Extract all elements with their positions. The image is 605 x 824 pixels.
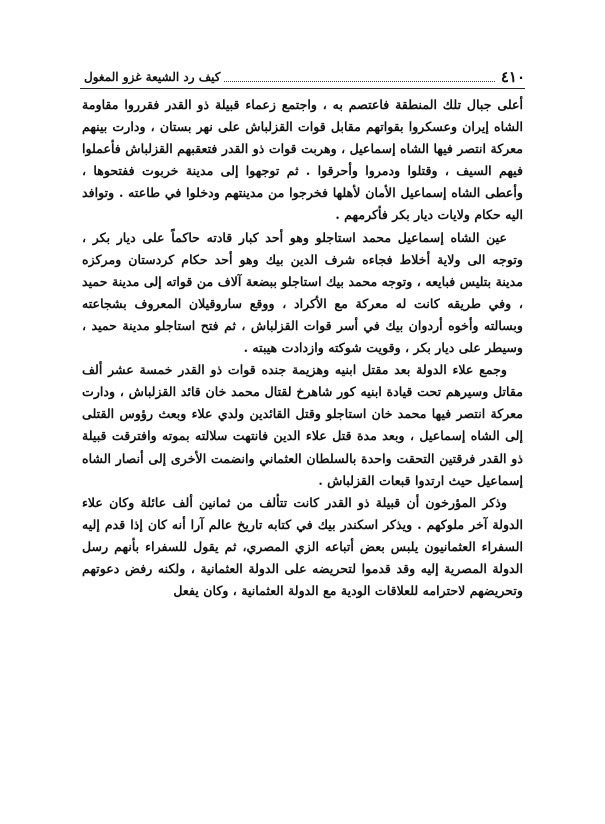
paragraph: وذكر المؤرخون أن قبيلة ذو القدر كانت تتألف من ثمانين ألف عائلة وكان علاء الدولة آخر ملوكهم . ويذكر اسكندر بيك في كتابه تاريخ عالم آرا أنه كان إذا قدم إليه السفراء العثمانيون يلبس بعض أتباعه الزي المصري، ثم يقول للسفراء بأنهم رسل الدولة المصرية إليه وقد قدموا لتحريضه على الدولة العثمانية ، ولكنه رفض دعوتهم وتحريضهم لاحترامه للعلاقات الودية مع الدولة العثمانية ، وكان يفعل bbox=[82, 494, 523, 599]
paragraph: وجمع علاء الدولة بعد مقتل ابنيه وهزيمة جنده قوات ذو القدر خمسة عشر ألف مقاتل وسيرهم تحت قيادة ابنيه كور شاهرخ لقتال محمد خان قائد القزلباش ، ودارت معركة انتصر فيها محمد خان استاجلو وقتل القائدين ولدي علاء وبعث رؤوس القتلى إلى الشاه إسماعيل ، وبعد مدة قتل علاء الدين فانتهت سلالته بموته وافترقت قبيلة ذو القدر فرقتين التحقت واحدة بالسلطان العثماني وانضمت الأخرى إلى أنصار الشاه إسماعيل حيث ارتدوا قبعات القزلباش . bbox=[82, 362, 523, 488]
header-leader-dots bbox=[224, 69, 494, 82]
header-rule bbox=[80, 88, 525, 89]
body-text bbox=[82, 94, 523, 602]
running-header bbox=[80, 64, 525, 86]
chapter-title: كيف رد الشيعة غزو المغول bbox=[84, 70, 221, 84]
paragraph-continuation: أعلى جبال تلك المنطقة فاعتصم به ، واجتمع زعماء قبيلة ذو القدر فقرروا مقاومة الشاه إيران وعسكروا بقواتهم مقابل قوات القزلباش على نهر بستان ، ودارت بينهم معركة انتصر فيها الشاه إسماعيل ، وهربت قوات ذو القدر فتعقبهم القزلباش فأعملوا فيهم السيف ، وقتلوا ودمروا وأحرقوا . ثم توجهوا إلى مدينة خربوت ففتحوها ، وأعطى الشاه إسماعيل الأمان لأهلها فخرجوا من مدينتهم ودخلوا في طاعته . وتوافد اليه حكام ولايات ديار بكر فأكرمهم . bbox=[82, 97, 523, 223]
paragraph: عين الشاه إسماعيل محمد استاجلو وهو أحد كبار قادته حاكماً على ديار بكر ، وتوجه الى ولاية أخلاط فجاءه شرف الدين بيك وهو أحد حكام كردستان ومركزه مدينة بتليس فبايعه ، وتوجه محمد بيك استاجلو ببضعة آلاف من قواته إلى مدينة حميد ، وفي طريقه كانت له معركة مع الأكراد ، ووقع ساروقيلان المعروف بشجاعته وبسالته وأخوه أردوان بيك في أسر قوات القزلباش ، ثم فتح استاجلو مدينة حميد ، وسيطر على ديار بكر ، وقويت شوكته وازدادت هيبته . bbox=[82, 229, 523, 356]
page-number: ٤١٠ bbox=[500, 68, 525, 86]
